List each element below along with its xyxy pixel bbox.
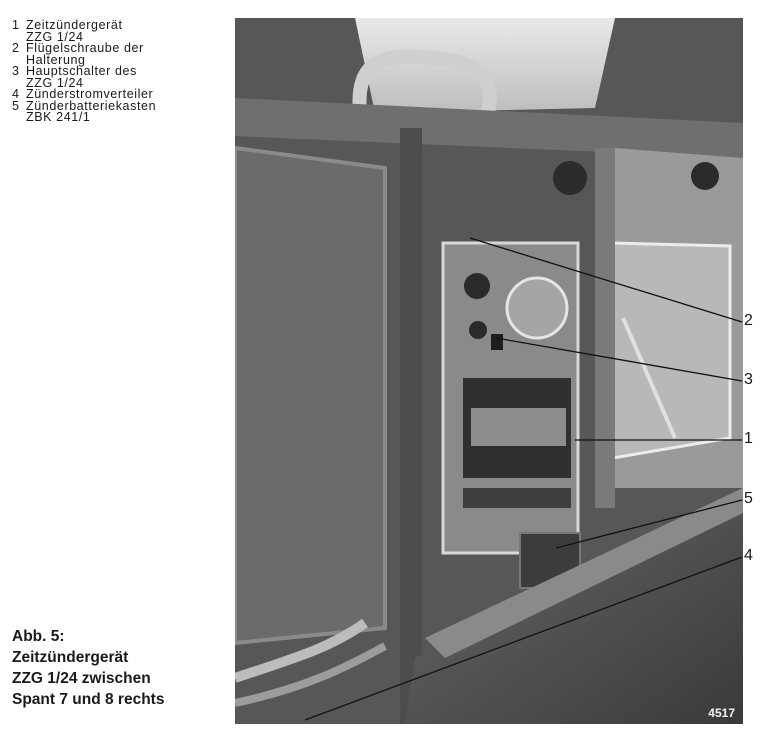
photo-illustration xyxy=(235,18,743,724)
callout-number-5: 5 xyxy=(744,490,753,507)
legend-number: 5 xyxy=(12,98,20,113)
legend-number: 2 xyxy=(12,41,20,55)
photo-reference-number: 4517 xyxy=(708,706,735,720)
legend-label: Hauptschalter des ZZG 1/24 xyxy=(26,64,137,90)
caption-figure-number: Abb. 5: xyxy=(12,628,65,645)
legend-item-5 xyxy=(12,98,212,124)
legend xyxy=(12,20,212,124)
legend-item-3 xyxy=(12,66,212,89)
legend-number: 3 xyxy=(12,64,20,78)
legend-label: Zünderbatteriekasten ZBK 241/1 xyxy=(26,98,157,124)
equipment-photo xyxy=(235,18,743,724)
caption-title: ZZG 1/24 zwischen xyxy=(12,670,151,687)
legend-label: Flügelschraube der Halterung xyxy=(26,41,144,67)
caption-title: Spant 7 und 8 rechts xyxy=(12,691,165,708)
legend-label: Zeitzündergerät ZZG 1/24 xyxy=(26,18,123,44)
legend-number: 1 xyxy=(12,18,20,32)
callout-number-2: 2 xyxy=(744,312,753,329)
caption-title: Zeitzündergerät xyxy=(12,649,129,666)
legend-item-2 xyxy=(12,43,212,66)
legend-item-1 xyxy=(12,20,212,43)
figure-caption xyxy=(12,626,232,710)
legend-number: 4 xyxy=(12,87,20,101)
callout-number-1: 1 xyxy=(744,430,753,447)
legend-label: Zünderstromverteiler xyxy=(26,87,154,101)
callout-number-4: 4 xyxy=(744,547,753,564)
callout-number-3: 3 xyxy=(744,371,753,388)
